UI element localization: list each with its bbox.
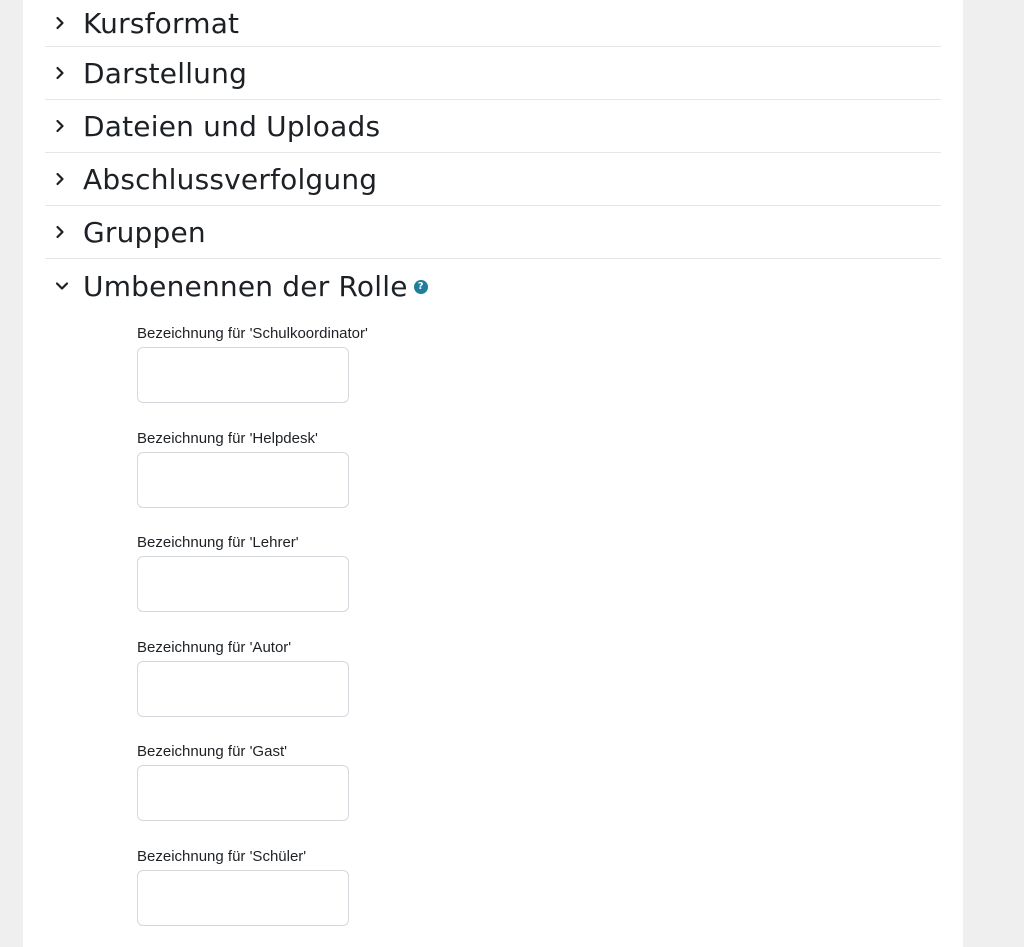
rename-role-form [137,318,537,946]
chevron-right-icon [45,222,83,242]
field-label: Bezeichnung für 'Autor' [137,638,292,656]
section-title: Umbenennen der Rolle [83,269,408,303]
section-title: Darstellung [83,56,248,90]
form-row [137,632,537,737]
section-title: Kursformat [83,6,240,40]
form-row [137,736,537,841]
section-header-gruppen[interactable] [45,206,941,259]
role-name-input-helpdesk[interactable] [137,452,349,508]
field-label: Bezeichnung für 'Gast' [137,743,287,761]
field-label: Bezeichnung für 'Schulkoordinator' [137,325,368,342]
chevron-right-icon [45,13,83,33]
section-header-umbenennen-rolle[interactable] [45,259,941,313]
chevron-right-icon [45,169,83,189]
section-header-darstellung[interactable] [45,47,941,100]
field-label: Bezeichnung für 'Helpdesk' [137,429,318,447]
role-name-input-schueler[interactable] [137,870,349,926]
form-row [137,423,537,528]
field-label: Bezeichnung für 'Lehrer' [137,534,299,552]
role-name-input-schulkoordinator[interactable] [137,347,349,403]
section-title: Abschlussverfolgung [83,162,378,196]
section-title: Gruppen [83,215,206,249]
section-title: Dateien und Uploads [83,109,381,143]
role-name-input-autor[interactable] [137,661,349,717]
section-header-abschlussverfolgung[interactable] [45,153,941,206]
role-name-input-gast[interactable] [137,765,349,821]
field-label: Bezeichnung für 'Schüler' [137,847,307,865]
role-name-input-lehrer[interactable] [137,556,349,612]
chevron-right-icon [45,63,83,83]
section-header-kursformat[interactable] [45,0,941,47]
form-row [137,318,537,423]
form-row [137,527,537,632]
form-row [137,841,537,946]
chevron-right-icon [45,116,83,136]
chevron-down-icon [45,276,83,296]
section-header-dateien-uploads[interactable] [45,100,941,153]
help-icon[interactable]: ? [414,280,428,294]
section-list [45,0,941,313]
settings-panel [23,0,963,947]
